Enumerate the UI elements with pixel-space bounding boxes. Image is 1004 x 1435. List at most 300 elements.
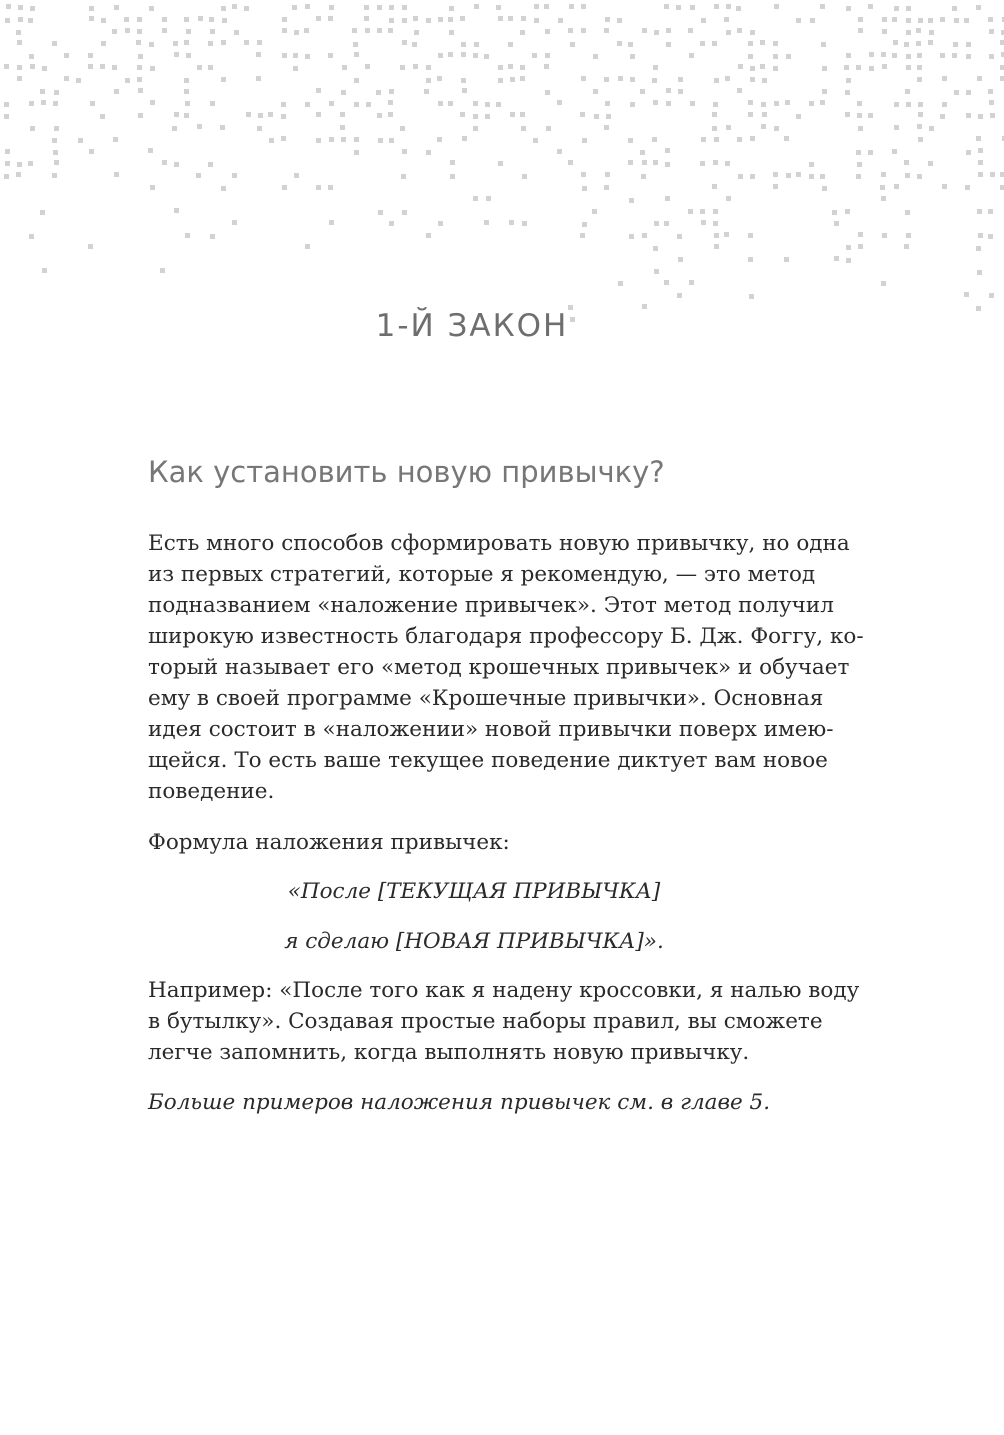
pattern-dot: [628, 42, 633, 47]
pattern-dot: [978, 233, 983, 238]
pattern-dot: [965, 185, 970, 190]
pattern-dot: [652, 78, 657, 83]
pattern-dot: [845, 209, 850, 214]
pattern-dot: [952, 53, 957, 58]
pattern-dot: [593, 89, 598, 94]
pattern-dot: [978, 114, 983, 119]
pattern-dot: [52, 173, 57, 178]
pattern-dot: [18, 17, 23, 22]
pattern-dot: [378, 138, 383, 143]
pattern-dot: [976, 246, 981, 251]
pattern-dot: [868, 113, 873, 118]
pattern-dot: [617, 41, 622, 46]
pattern-dot: [652, 137, 657, 142]
pattern-dot: [426, 65, 431, 70]
pattern-dot: [474, 4, 479, 9]
pattern-dot: [988, 209, 993, 214]
pattern-dot: [690, 5, 695, 10]
pattern-dot: [629, 234, 634, 239]
pattern-dot: [354, 52, 359, 57]
pattern-dot: [606, 114, 611, 119]
pattern-dot: [4, 174, 9, 179]
pattern-dot: [42, 268, 47, 273]
pattern-dot: [989, 54, 994, 59]
pattern-dot: [281, 136, 286, 141]
pattern-dot: [174, 52, 179, 57]
pattern-dot: [906, 18, 911, 23]
pattern-dot: [918, 112, 923, 117]
pattern-dot: [18, 5, 23, 10]
pattern-dot: [881, 52, 886, 57]
pattern-dot: [149, 6, 154, 11]
pattern-dot: [822, 89, 827, 94]
pattern-dot: [557, 100, 562, 105]
pattern-dot: [282, 28, 287, 33]
pattern-dot: [846, 258, 851, 263]
pattern-dot: [568, 28, 573, 33]
pattern-dot: [966, 54, 971, 59]
pattern-dot: [748, 54, 753, 59]
pattern-dot: [149, 42, 154, 47]
pattern-dot: [928, 161, 933, 166]
pattern-dot: [509, 220, 514, 225]
pattern-dot: [918, 102, 923, 107]
pattern-dot: [641, 174, 646, 179]
pattern-dot: [894, 6, 899, 11]
pattern-dot: [964, 292, 969, 297]
pattern-dot: [738, 64, 743, 69]
pattern-dot: [582, 138, 587, 143]
pattern-dot: [414, 30, 419, 35]
pattern-dot: [173, 41, 178, 46]
pattern-dot: [604, 77, 609, 82]
pattern-dot: [52, 41, 57, 46]
pattern-dot: [760, 40, 765, 45]
pattern-dot: [354, 78, 359, 83]
pattern-dot: [700, 41, 705, 46]
pattern-dot: [904, 244, 909, 249]
pattern-dot: [112, 65, 117, 70]
pattern-dot: [666, 28, 671, 33]
pattern-dot: [749, 294, 754, 299]
pattern-dot: [1000, 185, 1004, 190]
pattern-dot: [498, 78, 503, 83]
pattern-dot: [473, 53, 478, 58]
pattern-dot: [581, 172, 586, 177]
pattern-dot: [136, 40, 141, 45]
pattern-dot: [582, 222, 587, 227]
pattern-dot: [221, 77, 226, 82]
pattern-dot: [389, 89, 394, 94]
pattern-dot: [846, 53, 851, 58]
pattern-dot: [125, 28, 130, 33]
pattern-dot: [4, 114, 9, 119]
pattern-dot: [150, 100, 155, 105]
pattern-dot: [953, 42, 958, 47]
pattern-dot: [388, 112, 393, 117]
pattern-dot: [162, 28, 167, 33]
pattern-dot: [713, 221, 718, 226]
pattern-dot: [906, 30, 911, 35]
pattern-dot: [316, 138, 321, 143]
pattern-dot: [738, 174, 743, 179]
pattern-dot: [388, 100, 393, 105]
pattern-dot: [917, 174, 922, 179]
pattern-dot: [580, 233, 585, 238]
pattern-dot: [365, 28, 370, 33]
pattern-dot: [53, 101, 58, 106]
pattern-dot: [918, 18, 923, 23]
pattern-dot: [534, 18, 539, 23]
pattern-dot: [221, 186, 226, 191]
pattern-dot: [426, 78, 431, 83]
pattern-dot: [137, 17, 142, 22]
pattern-dot: [232, 220, 237, 225]
pattern-dot: [700, 209, 705, 214]
pattern-dot: [16, 172, 21, 177]
pattern-dot: [581, 76, 586, 81]
pattern-dot: [364, 5, 369, 10]
pattern-dot: [329, 220, 334, 225]
pattern-dot: [342, 65, 347, 70]
pattern-dot: [725, 76, 730, 81]
pattern-dot: [353, 42, 358, 47]
pattern-dot: [150, 185, 155, 190]
pattern-dot: [438, 53, 443, 58]
pattern-dot: [377, 28, 382, 33]
pattern-dot: [17, 162, 22, 167]
pattern-dot: [905, 173, 910, 178]
pattern-dot: [858, 232, 863, 237]
pattern-dot: [210, 29, 215, 34]
pattern-dot: [750, 66, 755, 71]
pattern-dot: [676, 5, 681, 10]
pattern-dot: [388, 28, 393, 33]
pattern-dot: [438, 221, 443, 226]
pattern-dot: [185, 101, 190, 106]
pattern-dot: [976, 136, 981, 141]
paragraph-line: ему в своей программе «Крошечные привычки». Основная: [148, 686, 824, 711]
pattern-dot: [510, 112, 515, 117]
pattern-dot: [940, 53, 945, 58]
pattern-dot: [712, 184, 717, 189]
pattern-dot: [928, 18, 933, 23]
pattern-dot: [714, 233, 719, 238]
pattern-dot: [305, 54, 310, 59]
paragraph-line: легче запомнить, когда выполнять новую привычку.: [148, 1040, 750, 1065]
pattern-dot: [726, 30, 731, 35]
pattern-dot: [677, 234, 682, 239]
pattern-dot: [354, 102, 359, 107]
pattern-dot: [665, 148, 670, 153]
pattern-dot: [906, 54, 911, 59]
pattern-dot: [605, 17, 610, 22]
pattern-dot: [426, 233, 431, 238]
pattern-dot: [712, 112, 717, 117]
pattern-dot: [894, 184, 899, 189]
pattern-dot: [773, 184, 778, 189]
pattern-dot: [234, 30, 239, 35]
pattern-dot: [29, 54, 34, 59]
pattern-dot: [186, 53, 191, 58]
pattern-dot: [340, 125, 345, 130]
pattern-dot: [377, 113, 382, 118]
pattern-dot: [893, 40, 898, 45]
pattern-dot: [150, 66, 155, 71]
pattern-dot: [881, 281, 886, 286]
pattern-dot: [114, 172, 119, 177]
pattern-dot: [726, 125, 731, 130]
pattern-dot: [882, 17, 887, 22]
pattern-dot: [521, 126, 526, 131]
pattern-dot: [89, 6, 94, 11]
pattern-dot: [174, 112, 179, 117]
pattern-dot: [402, 18, 407, 23]
formula-line-1: «После [ТЕКУЩАЯ ПРИВЫЧКА]: [287, 879, 661, 904]
pattern-dot: [257, 126, 262, 131]
pattern-dot: [304, 28, 309, 33]
pattern-dot: [6, 4, 11, 9]
pattern-dot: [594, 114, 599, 119]
pattern-dot: [232, 173, 237, 178]
pattern-dot: [389, 221, 394, 226]
pattern-dot: [989, 100, 994, 105]
pattern-dot: [462, 88, 467, 93]
pattern-dot: [678, 257, 683, 262]
pattern-dot: [942, 76, 947, 81]
pattern-dot: [114, 89, 119, 94]
pattern-dot: [942, 184, 947, 189]
pattern-dot: [220, 125, 225, 130]
pattern-dot: [653, 100, 658, 105]
pattern-dot: [976, 5, 981, 10]
pattern-dot: [138, 54, 143, 59]
pattern-dot: [17, 40, 22, 45]
pattern-dot: [124, 17, 129, 22]
pattern-dot: [389, 18, 394, 23]
pattern-dot: [329, 5, 334, 10]
pattern-dot: [856, 174, 861, 179]
pattern-dot: [977, 209, 982, 214]
pattern-dot: [724, 17, 729, 22]
pattern-dot: [389, 138, 394, 143]
pattern-dot: [282, 185, 287, 190]
pattern-dot: [786, 54, 791, 59]
pattern-dot: [761, 102, 766, 107]
pattern-dot: [665, 162, 670, 167]
pattern-dot: [496, 5, 501, 10]
pattern-dot: [305, 244, 310, 249]
pattern-dot: [4, 102, 9, 107]
pattern-dot: [162, 160, 167, 165]
pattern-dot: [89, 149, 94, 154]
pattern-dot: [162, 17, 167, 22]
pattern-dot: [424, 89, 429, 94]
pattern-dot: [605, 172, 610, 177]
pattern-dot: [305, 102, 310, 107]
pattern-dot: [138, 88, 143, 93]
pattern-dot: [174, 208, 179, 213]
pattern-dot: [508, 16, 513, 21]
pattern-dot: [208, 65, 213, 70]
pattern-dot: [174, 162, 179, 167]
pattern-dot: [988, 17, 993, 22]
pattern-dot: [448, 52, 453, 57]
pattern-dot: [882, 233, 887, 238]
pattern-dot: [52, 138, 57, 143]
pattern-dot: [569, 4, 574, 9]
pattern-dot: [520, 112, 525, 117]
pattern-dot: [402, 40, 407, 45]
pattern-dot: [966, 42, 971, 47]
pattern-dot: [688, 209, 693, 214]
pattern-dot: [17, 65, 22, 70]
pattern-dot: [653, 65, 658, 70]
pattern-dot: [28, 161, 33, 166]
pattern-dot: [750, 174, 755, 179]
pattern-dot: [978, 148, 983, 153]
pattern-dot: [40, 210, 45, 215]
pattern-dot: [988, 89, 993, 94]
pattern-dot: [665, 196, 670, 201]
pattern-dot: [281, 102, 286, 107]
pattern-dot: [977, 76, 982, 81]
pattern-dot: [196, 173, 201, 178]
pattern-dot: [629, 198, 634, 203]
pattern-dot: [184, 40, 189, 45]
pattern-dot: [256, 76, 261, 81]
pattern-dot: [904, 160, 909, 165]
pattern-dot: [30, 6, 35, 11]
pattern-dot: [484, 220, 489, 225]
pattern-dot: [712, 126, 717, 131]
pattern-dot: [208, 162, 213, 167]
pattern-dot: [246, 112, 251, 117]
pattern-dot: [329, 101, 334, 106]
pattern-dot: [929, 126, 934, 131]
pattern-dot: [678, 77, 683, 82]
pattern-dot: [856, 65, 861, 70]
pattern-dot: [760, 64, 765, 69]
pattern-dot: [294, 30, 299, 35]
pattern-dot: [341, 90, 346, 95]
pattern-dot: [545, 53, 550, 58]
pattern-dot: [400, 126, 405, 131]
pattern-dot: [954, 18, 959, 23]
pattern-dot: [714, 244, 719, 249]
pattern-dot: [64, 53, 69, 58]
pattern-dot: [210, 234, 215, 239]
pattern-dot: [774, 4, 779, 9]
pattern-dot: [977, 270, 982, 275]
pattern-dot: [642, 28, 647, 33]
pattern-dot: [341, 137, 346, 142]
pattern-dot: [929, 30, 934, 35]
pattern-dot: [54, 160, 59, 165]
pattern-dot: [198, 16, 203, 21]
pattern-dot: [450, 160, 455, 165]
pattern-dot: [186, 29, 191, 34]
pattern-dot: [714, 78, 719, 83]
pattern-dot: [845, 90, 850, 95]
chapter-reference-note: Больше примеров наложения привычек см. в главе 5.: [148, 1090, 771, 1115]
pattern-dot: [40, 89, 45, 94]
pattern-dot: [869, 66, 874, 71]
pattern-dot: [221, 6, 226, 11]
pattern-dot: [976, 306, 981, 311]
pattern-dot: [316, 185, 321, 190]
pattern-dot: [762, 112, 767, 117]
pattern-dot: [256, 52, 261, 57]
pattern-dot: [906, 233, 911, 238]
pattern-dot: [750, 136, 755, 141]
pattern-dot: [328, 53, 333, 58]
pattern-dot: [1000, 40, 1004, 45]
pattern-dot: [713, 102, 718, 107]
pattern-dot: [78, 138, 83, 143]
pattern-dot: [868, 150, 873, 155]
pattern-dot: [30, 64, 35, 69]
pattern-dot: [640, 150, 645, 155]
pattern-dot: [724, 232, 729, 237]
pattern-dot: [197, 65, 202, 70]
pattern-dot: [426, 150, 431, 155]
pattern-dot: [544, 64, 549, 69]
pattern-dot: [90, 101, 95, 106]
pattern-dot: [402, 5, 407, 10]
pattern-dot: [881, 196, 886, 201]
pattern-dot: [701, 220, 706, 225]
pattern-dot: [846, 245, 851, 250]
pattern-dot: [510, 77, 515, 82]
paragraph-line: в бутылку». Создавая простые наборы правил, вы сможете: [148, 1009, 823, 1034]
paragraph-line: подназванием «наложение привычек». Этот метод получил: [148, 593, 834, 618]
pattern-dot: [498, 65, 503, 70]
pattern-dot: [748, 257, 753, 262]
pattern-dot: [737, 88, 742, 93]
pattern-dot: [1000, 65, 1004, 70]
dotted-pattern-decoration: [0, 0, 1004, 330]
pattern-dot: [857, 113, 862, 118]
pattern-dot: [809, 162, 814, 167]
pattern-dot: [329, 137, 334, 142]
pattern-dot: [244, 6, 249, 11]
pattern-dot: [726, 4, 731, 9]
pattern-dot: [989, 29, 994, 34]
pattern-dot: [664, 221, 669, 226]
pattern-dot: [546, 126, 551, 131]
pattern-dot: [54, 126, 59, 131]
pattern-dot: [726, 196, 731, 201]
pattern-dot: [498, 16, 503, 21]
pattern-dot: [269, 138, 274, 143]
pattern-dot: [400, 65, 405, 70]
pattern-dot: [664, 280, 669, 285]
pattern-dot: [184, 89, 189, 94]
pattern-dot: [4, 64, 9, 69]
pattern-dot: [100, 64, 105, 69]
pattern-dot: [796, 18, 801, 23]
pattern-dot: [42, 66, 47, 71]
pattern-dot: [438, 101, 443, 106]
pattern-dot: [892, 53, 897, 58]
pattern-dot: [496, 102, 501, 107]
pattern-dot: [748, 112, 753, 117]
pattern-dot: [184, 78, 189, 83]
pattern-dot: [796, 114, 801, 119]
pattern-dot: [904, 42, 909, 47]
pattern-dot: [5, 149, 10, 154]
